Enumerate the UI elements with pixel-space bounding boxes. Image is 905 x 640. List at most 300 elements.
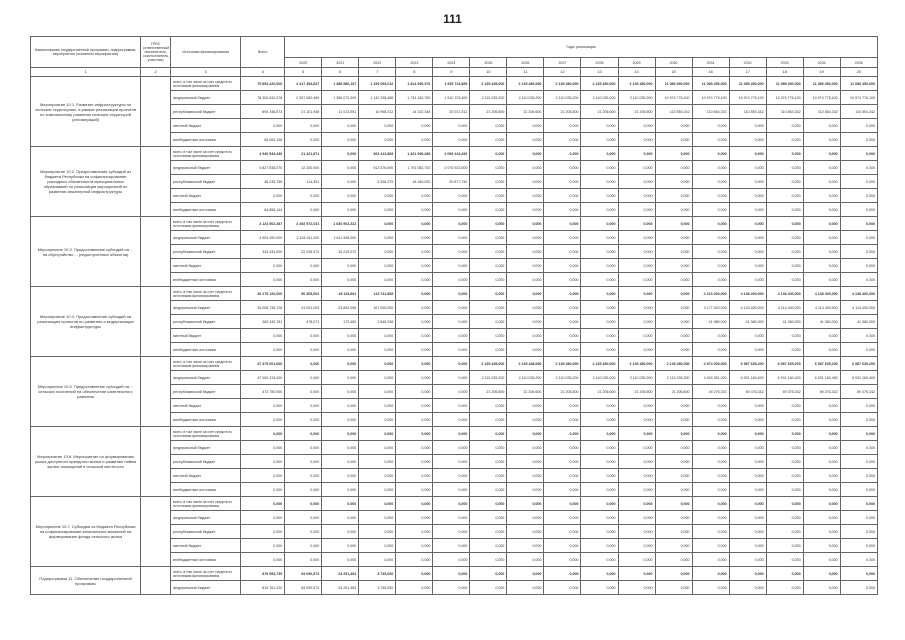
year-value: 24 251,463 bbox=[322, 567, 359, 581]
year-value: 0,000 bbox=[544, 567, 581, 581]
total-value: 0,000 bbox=[241, 343, 285, 357]
year-value: 0,000 bbox=[618, 497, 655, 511]
year-value: 0,000 bbox=[581, 301, 618, 315]
year-value: 0,000 bbox=[729, 161, 766, 175]
total-value: 894 346,673 bbox=[241, 105, 285, 119]
grbs-cell bbox=[141, 217, 171, 287]
funding-source: республиканский бюджет bbox=[171, 525, 241, 539]
year-value: 0,000 bbox=[285, 441, 322, 455]
year-value: 1 630 902,322 bbox=[322, 217, 359, 231]
year-value: 0,000 bbox=[396, 539, 433, 553]
year-value: 110 854,342 bbox=[840, 105, 877, 119]
year-value: 0,000 bbox=[692, 231, 729, 245]
year-value: 0,000 bbox=[840, 119, 877, 133]
year-value: 1 791 182,750 bbox=[396, 91, 433, 105]
year-value: 0,000 bbox=[285, 119, 322, 133]
year-value: 0,000 bbox=[655, 413, 692, 427]
year-value: 0,000 bbox=[359, 413, 396, 427]
year-value: 21 206,600 bbox=[470, 105, 507, 119]
year-value: 0,000 bbox=[433, 371, 470, 385]
year-value: 0,000 bbox=[766, 259, 803, 273]
year-value: 0,000 bbox=[655, 427, 692, 441]
year-value: 0,000 bbox=[359, 217, 396, 231]
year-value: 0,000 bbox=[433, 511, 470, 525]
year-value: 12 300,900 bbox=[285, 161, 322, 175]
year-value: 0,000 bbox=[729, 175, 766, 189]
funding-source: республиканский бюджет bbox=[171, 175, 241, 189]
year-value: 0,000 bbox=[322, 273, 359, 287]
year-value: 0,000 bbox=[803, 133, 840, 147]
year-value: 69 376,342 bbox=[803, 385, 840, 399]
total-value: 819 761,220 bbox=[241, 581, 285, 595]
year-value: 1 791 082,700 bbox=[396, 161, 433, 175]
year-value: 0,000 bbox=[766, 413, 803, 427]
header-year: 2027 bbox=[544, 58, 581, 68]
year-value: 0,000 bbox=[507, 567, 544, 581]
year-value: 41 380,000 bbox=[840, 315, 877, 329]
year-value: 0,000 bbox=[729, 525, 766, 539]
year-value: 0,000 bbox=[729, 497, 766, 511]
year-value: 0,000 bbox=[766, 567, 803, 581]
year-value: 0,000 bbox=[507, 469, 544, 483]
year-value: 0,000 bbox=[433, 553, 470, 567]
year-value: 3 745,000 bbox=[359, 567, 396, 581]
year-value: 6 987 635,200 bbox=[766, 357, 803, 371]
year-value: 0,000 bbox=[285, 413, 322, 427]
year-value: 10 974 776,100 bbox=[840, 91, 877, 105]
year-value: 0,000 bbox=[766, 329, 803, 343]
year-value: 0,000 bbox=[581, 399, 618, 413]
year-value: 0,000 bbox=[359, 455, 396, 469]
year-value: 0,000 bbox=[470, 161, 507, 175]
year-value: 0,000 bbox=[581, 119, 618, 133]
year-value: 0,000 bbox=[433, 287, 470, 301]
year-value: 11 089 450,000 bbox=[766, 77, 803, 91]
column-number: 17 bbox=[729, 68, 766, 77]
year-value: 0,000 bbox=[470, 539, 507, 553]
year-value: 0,000 bbox=[803, 427, 840, 441]
header-year: 2032 bbox=[729, 58, 766, 68]
year-value: 50 305,002 bbox=[285, 287, 322, 301]
year-value: 0,000 bbox=[581, 245, 618, 259]
year-value: 0,000 bbox=[655, 287, 692, 301]
year-value: 2 139 480,000 bbox=[507, 77, 544, 91]
year-value: 0,000 bbox=[396, 119, 433, 133]
year-value: 0,000 bbox=[507, 161, 544, 175]
year-value: 0,000 bbox=[396, 217, 433, 231]
year-value: 0,000 bbox=[544, 245, 581, 259]
year-value: 0,000 bbox=[470, 301, 507, 315]
funding-source: внебюджетные источники bbox=[171, 273, 241, 287]
year-value: 0,000 bbox=[618, 259, 655, 273]
year-value: 0,000 bbox=[581, 287, 618, 301]
year-value: 0,000 bbox=[581, 343, 618, 357]
year-value: 0,000 bbox=[655, 231, 692, 245]
year-value: 0,000 bbox=[840, 189, 877, 203]
year-value: 0,000 bbox=[470, 441, 507, 455]
year-value: 0,000 bbox=[396, 455, 433, 469]
year-value: 0,000 bbox=[655, 315, 692, 329]
year-value: 2 139 480,000 bbox=[618, 357, 655, 371]
year-value: 0,000 bbox=[618, 511, 655, 525]
year-value: 0,000 bbox=[544, 217, 581, 231]
year-value: 3 745,000 bbox=[359, 581, 396, 595]
funding-source: местный бюджет bbox=[171, 119, 241, 133]
year-value: 1 910 723,400 bbox=[433, 91, 470, 105]
year-value: 110 854,342 bbox=[729, 105, 766, 119]
year-value: 0,000 bbox=[692, 413, 729, 427]
year-value: 0,000 bbox=[396, 273, 433, 287]
year-value: 0,000 bbox=[581, 231, 618, 245]
year-value: 0,000 bbox=[581, 315, 618, 329]
year-value: 41 380,000 bbox=[803, 315, 840, 329]
year-value: 0,000 bbox=[359, 399, 396, 413]
funding-source: всего, в том числе за счет средств по источникам финансирования bbox=[171, 217, 241, 231]
year-value: 0,000 bbox=[840, 329, 877, 343]
year-value: 2 110 035,200 bbox=[507, 371, 544, 385]
funding-source: всего, в том числе за счет средств по источникам финансирования bbox=[171, 287, 241, 301]
year-value: 0,000 bbox=[544, 525, 581, 539]
year-value: 0,000 bbox=[692, 217, 729, 231]
year-value: 0,000 bbox=[322, 455, 359, 469]
year-value: 2 492 972,031 bbox=[285, 217, 322, 231]
year-value: 0,000 bbox=[729, 553, 766, 567]
year-value: 0,000 bbox=[655, 511, 692, 525]
year-value: 0,000 bbox=[729, 581, 766, 595]
year-value: 0,000 bbox=[322, 161, 359, 175]
year-value: 2 110 035,200 bbox=[470, 91, 507, 105]
year-value: 0,000 bbox=[618, 161, 655, 175]
year-value: 0,000 bbox=[766, 343, 803, 357]
header-year: 2029 bbox=[618, 58, 655, 68]
year-value: 0,000 bbox=[470, 217, 507, 231]
year-value: 0,000 bbox=[507, 259, 544, 273]
year-value: 0,000 bbox=[766, 469, 803, 483]
year-value: 0,000 bbox=[544, 343, 581, 357]
year-value: 0,000 bbox=[729, 329, 766, 343]
year-value: 0,000 bbox=[655, 483, 692, 497]
year-value: 0,000 bbox=[840, 581, 877, 595]
year-value: 0,000 bbox=[766, 161, 803, 175]
year-value: 0,000 bbox=[285, 371, 322, 385]
year-value: 0,000 bbox=[766, 203, 803, 217]
year-value: 0,000 bbox=[507, 497, 544, 511]
total-value: 4 124 502,287 bbox=[241, 217, 285, 231]
year-value: 0,000 bbox=[840, 469, 877, 483]
year-value: 0,000 bbox=[544, 329, 581, 343]
column-number: 14 bbox=[618, 68, 655, 77]
year-value: 0,000 bbox=[396, 133, 433, 147]
year-value: 0,000 bbox=[507, 511, 544, 525]
year-value: 0,000 bbox=[322, 119, 359, 133]
funding-source: республиканский бюджет bbox=[171, 315, 241, 329]
year-value: 1 388 980,107 bbox=[322, 77, 359, 91]
year-value: 0,000 bbox=[359, 441, 396, 455]
year-value: 28 115,891 bbox=[322, 287, 359, 301]
year-value: 0,000 bbox=[396, 511, 433, 525]
year-value: 0,000 bbox=[544, 497, 581, 511]
year-value: 10 974 776,100 bbox=[729, 91, 766, 105]
year-value: 0,000 bbox=[322, 175, 359, 189]
funding-source: местный бюджет bbox=[171, 539, 241, 553]
year-value: 10 974 776,100 bbox=[803, 91, 840, 105]
year-value: 2 135 438,000 bbox=[470, 77, 507, 91]
year-value: 10 998,312 bbox=[359, 105, 396, 119]
year-value: 0,000 bbox=[470, 231, 507, 245]
year-value: 0,000 bbox=[322, 399, 359, 413]
year-value: 0,000 bbox=[692, 483, 729, 497]
year-value: 69 376,342 bbox=[766, 385, 803, 399]
total-value: 0,000 bbox=[241, 119, 285, 133]
year-value: 0,000 bbox=[840, 399, 877, 413]
year-value: 0,000 bbox=[433, 525, 470, 539]
year-value: 0,000 bbox=[544, 539, 581, 553]
table-header bbox=[31, 37, 878, 68]
year-value: 0,000 bbox=[766, 147, 803, 161]
column-number: 19 bbox=[803, 68, 840, 77]
year-value: 0,000 bbox=[396, 567, 433, 581]
year-value: 0,000 bbox=[470, 119, 507, 133]
year-value: 0,000 bbox=[359, 259, 396, 273]
year-value: 0,000 bbox=[618, 483, 655, 497]
year-value: 0,000 bbox=[840, 413, 877, 427]
year-value: 0,000 bbox=[655, 441, 692, 455]
funding-source: федеральный бюджет bbox=[171, 581, 241, 595]
year-value: 0,000 bbox=[803, 175, 840, 189]
year-value: 0,000 bbox=[729, 567, 766, 581]
year-value: 69 090,574 bbox=[285, 567, 322, 581]
year-value: 0,000 bbox=[396, 343, 433, 357]
year-value: 0,000 bbox=[433, 189, 470, 203]
header-year: 2023 bbox=[396, 58, 433, 68]
grbs-cell bbox=[141, 147, 171, 217]
year-value: 0,000 bbox=[840, 553, 877, 567]
year-value: 0,000 bbox=[544, 287, 581, 301]
year-value: 6 931 160,400 bbox=[840, 371, 877, 385]
measure-name: Мероприятие 10.1. Развитие инфраструктуры на сельских территориях, в рамках реализации проектов по комплексному развитию сельских территорий (агломераций) bbox=[31, 77, 141, 147]
year-value: 0,000 bbox=[803, 455, 840, 469]
year-value: 0,000 bbox=[803, 273, 840, 287]
year-value: 0,000 bbox=[581, 175, 618, 189]
year-value: 0,000 bbox=[618, 469, 655, 483]
year-value: 1 935 724,895 bbox=[433, 77, 470, 91]
year-value: 0,000 bbox=[470, 469, 507, 483]
year-value: 0,000 bbox=[396, 357, 433, 371]
year-value: 0,000 bbox=[692, 455, 729, 469]
year-value: 0,000 bbox=[507, 441, 544, 455]
year-value: 0,000 bbox=[322, 483, 359, 497]
year-value: 0,000 bbox=[655, 539, 692, 553]
year-value: 0,000 bbox=[803, 343, 840, 357]
year-value: 0,000 bbox=[544, 511, 581, 525]
year-value: 0,000 bbox=[470, 455, 507, 469]
year-value: 172,482 bbox=[322, 315, 359, 329]
grbs-cell bbox=[141, 567, 171, 595]
year-value: 0,000 bbox=[618, 581, 655, 595]
total-value: 48 235,755 bbox=[241, 175, 285, 189]
year-value: 23 892,056 bbox=[322, 301, 359, 315]
header-grbs: ГРБС (ответственный исполнитель, соисполнитель, участник) bbox=[141, 37, 171, 68]
year-value: 0,000 bbox=[433, 217, 470, 231]
year-value: 0,000 bbox=[507, 413, 544, 427]
year-value: 0,000 bbox=[359, 203, 396, 217]
year-value: 0,000 bbox=[396, 385, 433, 399]
column-number-row bbox=[31, 68, 878, 77]
year-value: 0,000 bbox=[766, 427, 803, 441]
total-value: 0,000 bbox=[241, 497, 285, 511]
year-value: 0,000 bbox=[581, 441, 618, 455]
year-value: 0,000 bbox=[618, 329, 655, 343]
year-value: 0,000 bbox=[655, 217, 692, 231]
year-value: 0,000 bbox=[470, 511, 507, 525]
funding-source: местный бюджет bbox=[171, 399, 241, 413]
year-value: 2 110 035,200 bbox=[544, 91, 581, 105]
year-value: 0,000 bbox=[766, 189, 803, 203]
year-value: 0,000 bbox=[766, 133, 803, 147]
year-value: 1 142 256,466 bbox=[359, 91, 396, 105]
year-value: 923 412,869 bbox=[359, 147, 396, 161]
year-value: 0,000 bbox=[285, 539, 322, 553]
year-value: 0,000 bbox=[396, 581, 433, 595]
year-value: 0,000 bbox=[655, 567, 692, 581]
year-value: 0,000 bbox=[396, 231, 433, 245]
year-value: 0,000 bbox=[840, 133, 877, 147]
year-value: 14 102,348 bbox=[396, 105, 433, 119]
year-value: 0,000 bbox=[840, 147, 877, 161]
year-value: 0,000 bbox=[544, 315, 581, 329]
year-value: 0,000 bbox=[544, 441, 581, 455]
year-value: 0,000 bbox=[507, 455, 544, 469]
year-value: 2 110 035,200 bbox=[470, 371, 507, 385]
total-value: 0,000 bbox=[241, 413, 285, 427]
year-value: 0,000 bbox=[729, 539, 766, 553]
total-value: 0,000 bbox=[241, 553, 285, 567]
year-value: 0,000 bbox=[766, 539, 803, 553]
column-number: 15 bbox=[655, 68, 692, 77]
year-value: 21 206,600 bbox=[618, 105, 655, 119]
year-value: 0,000 bbox=[766, 175, 803, 189]
year-value: 15 219,072 bbox=[322, 245, 359, 259]
year-value: 0,000 bbox=[840, 175, 877, 189]
total-value: 0,000 bbox=[241, 329, 285, 343]
year-value: 0,000 bbox=[396, 287, 433, 301]
year-value: 0,000 bbox=[507, 581, 544, 595]
year-value: 1 814 696,376 bbox=[396, 77, 433, 91]
table-row bbox=[31, 427, 878, 441]
year-value: 110 854,342 bbox=[803, 105, 840, 119]
year-value: 49 276,342 bbox=[692, 385, 729, 399]
year-value: 0,000 bbox=[544, 133, 581, 147]
table-body bbox=[31, 68, 878, 595]
year-value: 0,000 bbox=[433, 469, 470, 483]
year-value: 0,000 bbox=[433, 567, 470, 581]
year-value: 0,000 bbox=[692, 553, 729, 567]
year-value: 1 821 096,280 bbox=[396, 147, 433, 161]
year-value: 24 251,463 bbox=[322, 581, 359, 595]
year-value: 9 326,379 bbox=[359, 175, 396, 189]
year-value: 0,000 bbox=[322, 427, 359, 441]
year-value: 0,000 bbox=[470, 245, 507, 259]
year-value: 21 421,871 bbox=[285, 147, 322, 161]
year-value: 0,000 bbox=[544, 301, 581, 315]
funding-source: федеральный бюджет bbox=[171, 301, 241, 315]
year-value: 0,000 bbox=[322, 525, 359, 539]
year-value: 0,000 bbox=[359, 483, 396, 497]
year-value: 0,000 bbox=[729, 259, 766, 273]
year-value: 0,000 bbox=[655, 399, 692, 413]
year-value: 0,000 bbox=[692, 511, 729, 525]
year-value: 0,000 bbox=[581, 581, 618, 595]
year-value: 4 114 400,000 bbox=[766, 301, 803, 315]
year-value: 2 110 035,200 bbox=[507, 91, 544, 105]
year-value: 0,000 bbox=[396, 371, 433, 385]
year-value: 0,000 bbox=[433, 497, 470, 511]
year-value: 0,000 bbox=[544, 553, 581, 567]
year-value: 110 854,342 bbox=[692, 105, 729, 119]
table-row bbox=[31, 217, 878, 231]
year-value: 0,000 bbox=[396, 525, 433, 539]
year-value: 2 139 480,000 bbox=[618, 77, 655, 91]
year-value: 0,000 bbox=[507, 133, 544, 147]
year-value: 0,000 bbox=[322, 133, 359, 147]
year-value: 0,000 bbox=[655, 343, 692, 357]
year-value: 0,000 bbox=[803, 511, 840, 525]
grbs-cell bbox=[141, 357, 171, 427]
total-value: 47 000 315,000 bbox=[241, 371, 285, 385]
year-value: 0,000 bbox=[359, 357, 396, 371]
year-value: 0,000 bbox=[618, 567, 655, 581]
year-value: 0,000 bbox=[285, 399, 322, 413]
total-value: 78 300 632,078 bbox=[241, 91, 285, 105]
year-value: 0,000 bbox=[581, 259, 618, 273]
header-year: 2030 bbox=[655, 58, 692, 68]
year-value: 0,000 bbox=[359, 525, 396, 539]
year-value: 0,000 bbox=[581, 455, 618, 469]
year-value: 0,000 bbox=[507, 553, 544, 567]
funding-source: всего, в том числе за счет средств по источникам финансирования bbox=[171, 77, 241, 91]
year-value: 0,000 bbox=[729, 343, 766, 357]
total-value: 879 593,735 bbox=[241, 567, 285, 581]
year-value: 0,000 bbox=[692, 567, 729, 581]
year-value: 0,000 bbox=[396, 469, 433, 483]
year-value: 0,000 bbox=[322, 385, 359, 399]
year-value: 1 153 094,012 bbox=[359, 77, 396, 91]
funding-source: республиканский бюджет bbox=[171, 385, 241, 399]
year-value: 1 611 908,000 bbox=[322, 231, 359, 245]
table-row bbox=[31, 77, 878, 91]
column-number: 13 bbox=[581, 68, 618, 77]
year-value: 0,000 bbox=[396, 329, 433, 343]
year-value: 0,000 bbox=[470, 147, 507, 161]
year-value: 0,000 bbox=[322, 539, 359, 553]
year-value: 0,000 bbox=[359, 497, 396, 511]
year-value: 0,000 bbox=[581, 189, 618, 203]
year-value: 0,000 bbox=[507, 525, 544, 539]
funding-source: всего, в том числе за счет средств по источникам финансирования bbox=[171, 147, 241, 161]
year-value: 0,000 bbox=[581, 133, 618, 147]
year-value: 0,000 bbox=[655, 133, 692, 147]
year-value: 0,000 bbox=[840, 441, 877, 455]
funding-source: республиканский бюджет bbox=[171, 455, 241, 469]
total-value: 26 275 120,000 bbox=[241, 287, 285, 301]
year-value: 0,000 bbox=[581, 539, 618, 553]
year-value: 0,000 bbox=[840, 483, 877, 497]
year-value: 0,000 bbox=[470, 399, 507, 413]
year-value: 0,000 bbox=[322, 189, 359, 203]
year-value: 0,000 bbox=[359, 245, 396, 259]
year-value: 0,000 bbox=[470, 189, 507, 203]
year-value: 0,000 bbox=[803, 469, 840, 483]
